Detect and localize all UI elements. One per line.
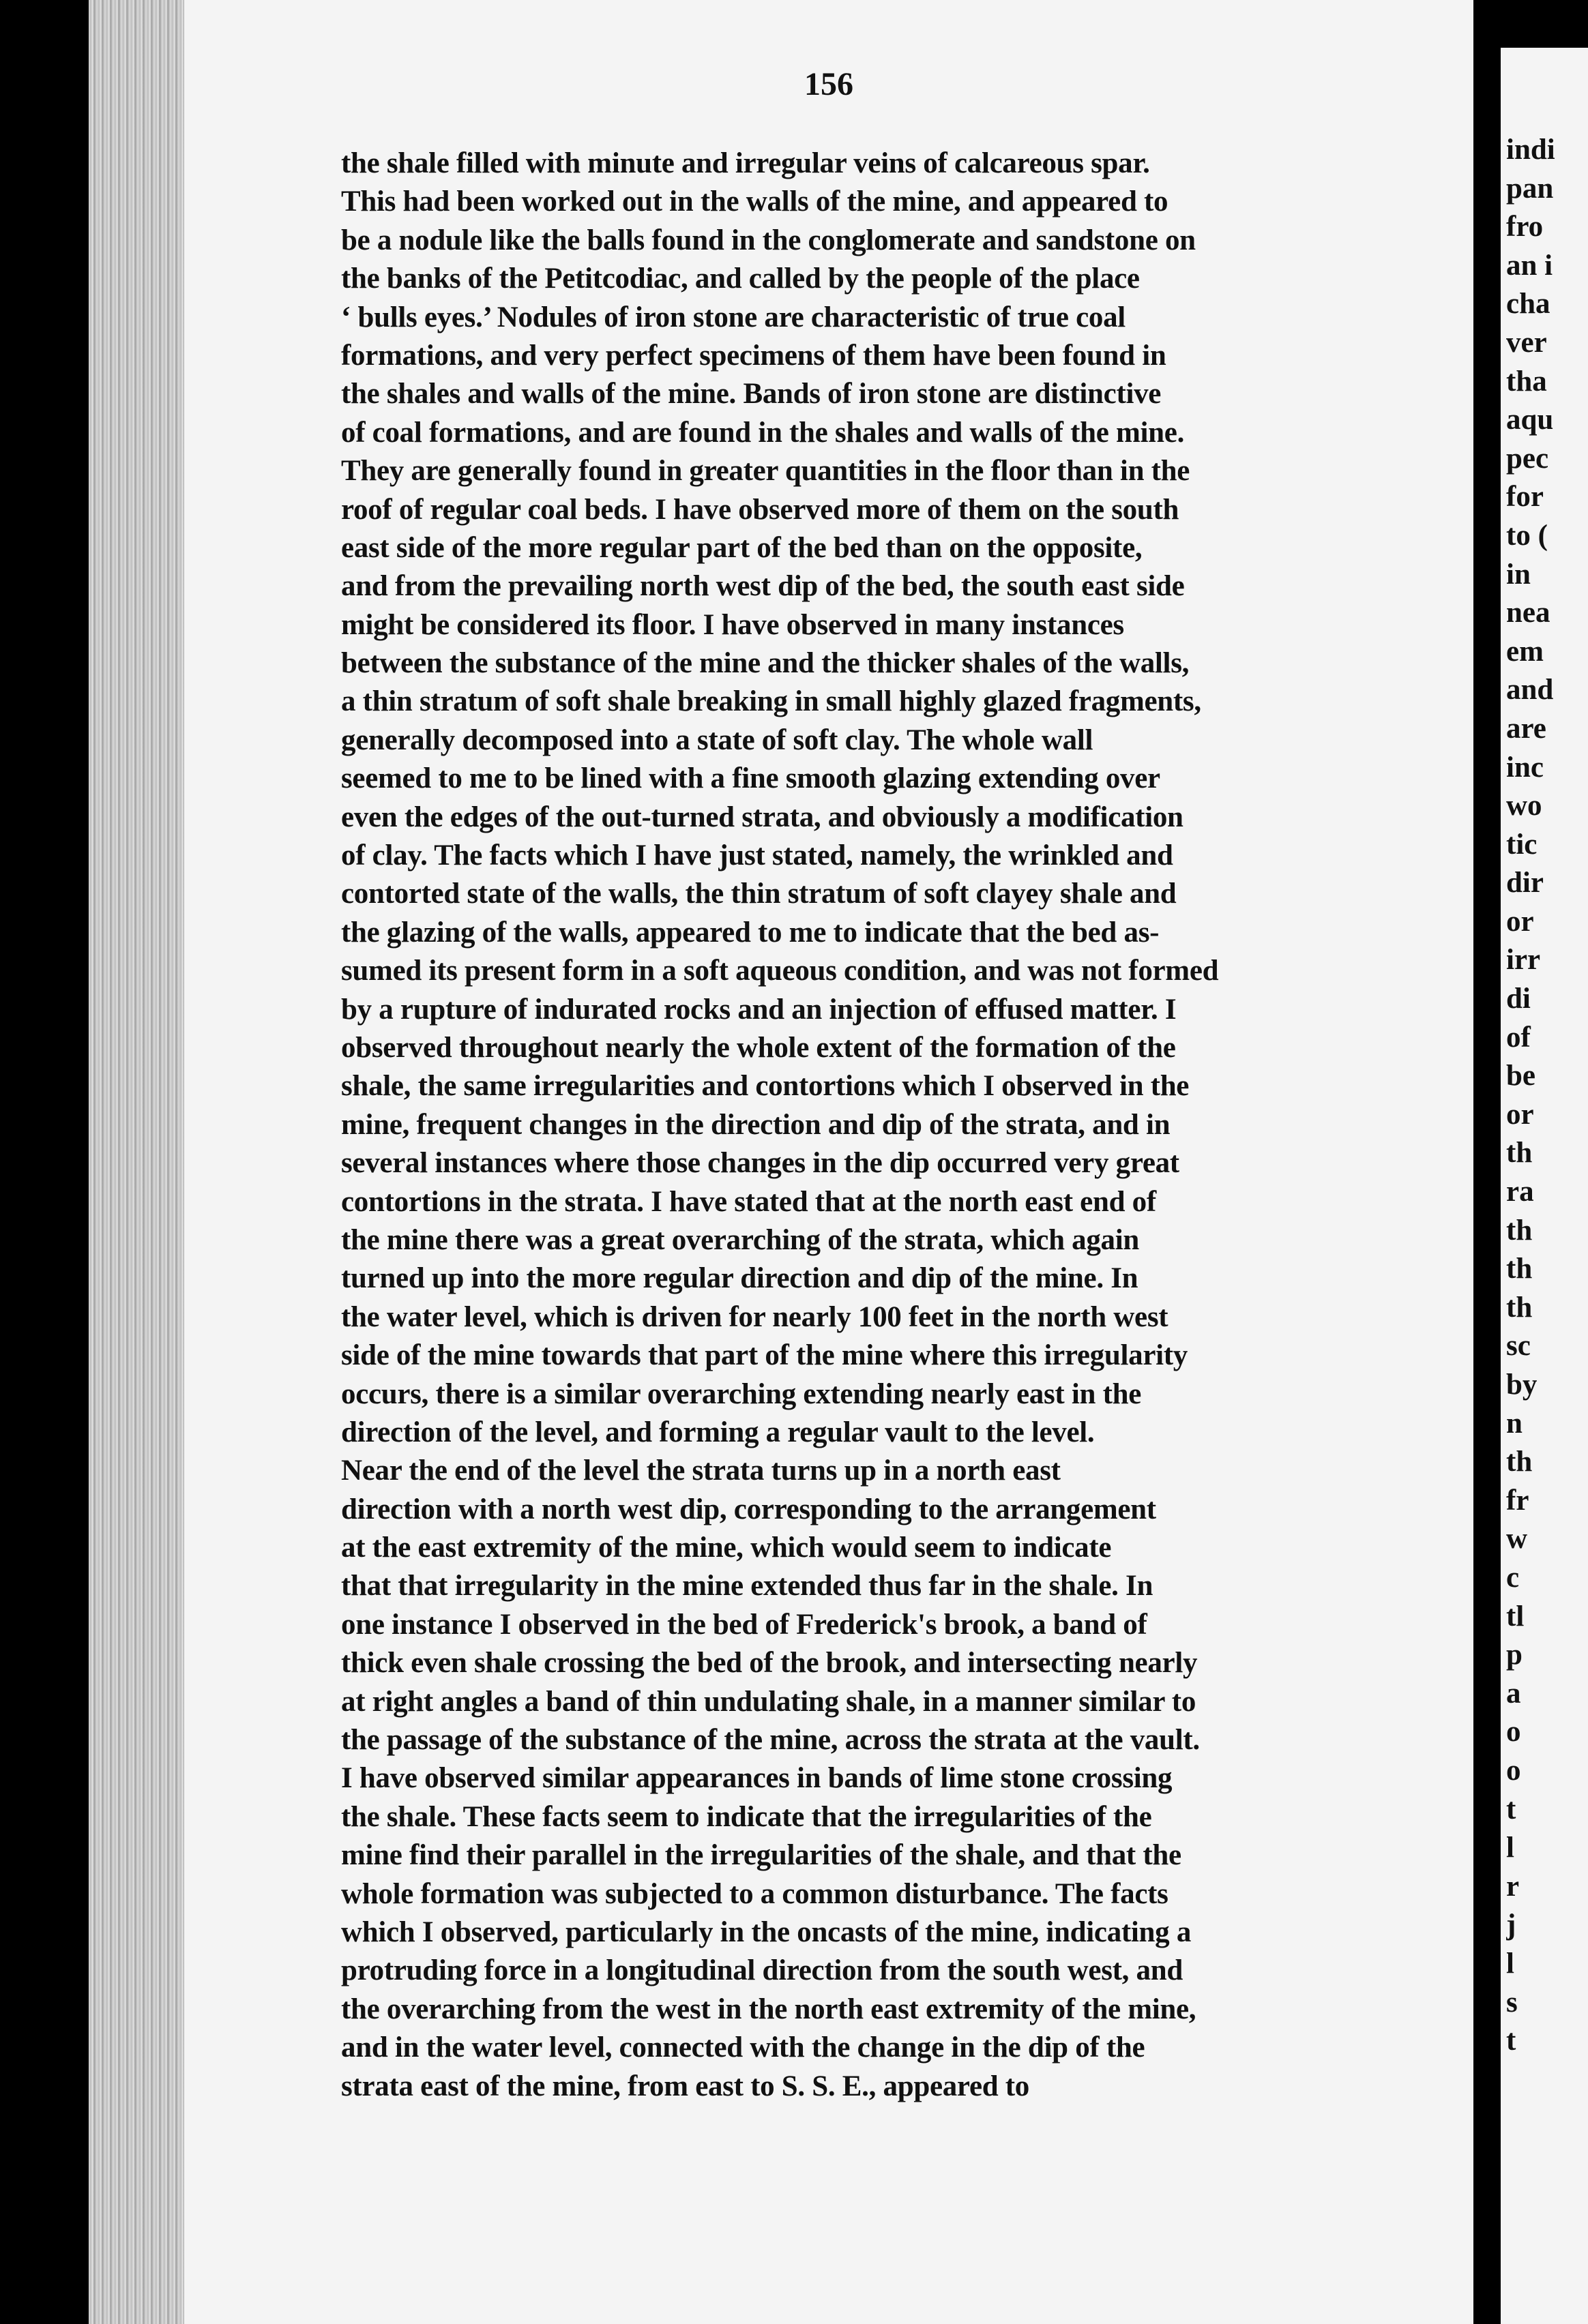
facing-text-fragment: tl (1506, 1600, 1525, 1633)
text-line: east side of the more regular part of the bed than on the opposite, (341, 531, 1143, 564)
text-line: strata east of the mine, from east to S. S. E., appeared to (341, 2070, 1030, 2102)
facing-text-fragment: o (1506, 1754, 1521, 1787)
text-line: even the edges of the out-turned strata, and obviously a modification (341, 801, 1183, 833)
text-line: the glazing of the walls, appeared to me to indicate that the bed as- (341, 916, 1160, 949)
facing-text-fragment: th (1506, 1291, 1533, 1324)
facing-text-fragment: fro (1506, 211, 1544, 243)
text-line: generally decomposed into a state of soft clay. The whole wall (341, 724, 1093, 756)
text-line: They are generally found in greater quantities in the floor than in the (341, 455, 1190, 488)
facing-text-fragment: a (1506, 1677, 1521, 1710)
text-line: Near the end of the level the strata turns up in a north east (341, 1455, 1061, 1487)
text-line: a thin stratum of soft shale breaking in small highly glazed fragments, (341, 685, 1201, 718)
facing-text-fragment: cha (1506, 288, 1550, 321)
facing-text-fragment: pec (1506, 442, 1549, 475)
facing-text-fragment: and (1506, 674, 1554, 706)
facing-text-fragment: l (1506, 1947, 1514, 1980)
text-line: protruding force in a longitudinal direction from the south west, and (341, 1954, 1183, 1987)
facing-text-fragment: dir (1506, 867, 1544, 899)
text-line: which I observed, particularly in the oncasts of the mine, indicating a (341, 1916, 1192, 1948)
text-line: be a nodule like the balls found in the conglomerate and sandstone on (341, 224, 1196, 256)
text-line: that that irregularity in the mine extended thus far in the shale. In (341, 1570, 1153, 1603)
facing-text-fragment: or (1506, 905, 1534, 938)
facing-text-fragment: th (1506, 1214, 1533, 1247)
facing-text-fragment: ver (1506, 326, 1547, 359)
facing-text-fragment: be (1506, 1060, 1535, 1092)
text-line: by a rupture of indurated rocks and an injection of effused matter. I (341, 993, 1177, 1026)
facing-text-fragment: irr (1506, 944, 1541, 977)
text-line: turned up into the more regular direction and dip of the mine. In (341, 1262, 1138, 1295)
text-line: roof of regular coal beds. I have observed more of them on the south (341, 493, 1179, 526)
facing-text-fragment: tic (1506, 828, 1538, 861)
text-line: of clay. The facts which I have just stated, namely, the wrinkled and (341, 839, 1173, 872)
page-number: 156 (804, 66, 853, 102)
text-line: shale, the same irregularities and contortions which I observed in the (341, 1070, 1190, 1103)
facing-text-fragment: of (1506, 1021, 1531, 1054)
facing-text-fragment: p (1506, 1639, 1523, 1671)
facing-text-fragment: di (1506, 983, 1531, 1015)
facing-text-fragment: in (1506, 558, 1531, 591)
text-line: thick even shale crossing the bed of the brook, and intersecting nearly (341, 1647, 1198, 1680)
text-line: at right angles a band of thin undulating shale, in a manner similar to (341, 1685, 1196, 1718)
page-gutter (1473, 0, 1501, 2324)
facing-text-fragment: aqu (1506, 404, 1554, 436)
facing-text-fragment: tha (1506, 365, 1547, 398)
facing-text-fragment: for (1506, 481, 1544, 513)
facing-text-fragment: th (1506, 1137, 1533, 1170)
text-line: observed throughout nearly the whole extent of the formation of the (341, 1031, 1176, 1064)
facing-text-fragment: j (1506, 1909, 1516, 1941)
facing-text-fragment: l (1506, 1832, 1514, 1864)
text-line: whole formation was subjected to a common disturbance. The facts (341, 1877, 1168, 1910)
facing-text-fragment: inc (1506, 751, 1544, 784)
text-line: the shale. These facts seem to indicate that the irregularities of the (341, 1800, 1152, 1833)
text-line: of coal formations, and are found in the shales and walls of the mine. (341, 416, 1185, 449)
text-line: and from the prevailing north west dip of the bed, the south east side (341, 570, 1185, 603)
text-line: This had been worked out in the walls of the mine, and appeared to (341, 185, 1168, 218)
text-line: the overarching from the west in the north east extremity of the mine, (341, 1993, 1196, 2025)
facing-text-fragment: sc (1506, 1330, 1531, 1362)
facing-text-fragment: th (1506, 1446, 1533, 1478)
facing-text-fragment: indi (1506, 134, 1555, 166)
facing-text-fragment: s (1506, 1986, 1518, 2018)
scan-left-margin (0, 0, 89, 2324)
facing-text-fragment: by (1506, 1369, 1538, 1401)
text-line: contortions in the strata. I have stated that at the north east end of (341, 1185, 1156, 1218)
facing-text-fragment: an i (1506, 249, 1553, 282)
text-line: the mine there was a great overarching of the strata, which again (341, 1223, 1140, 1256)
text-line: sumed its present form in a soft aqueous condition, and was not formed (341, 955, 1219, 987)
facing-text-fragment: ra (1506, 1176, 1534, 1208)
text-line: the water level, which is driven for nearly 100 feet in the north west (341, 1300, 1168, 1333)
text-line: direction with a north west dip, corresponding to the arrangement (341, 1493, 1156, 1525)
facing-text-fragment: pan (1506, 172, 1554, 205)
facing-text-fragment: or (1506, 1098, 1534, 1131)
text-line: several instances where those changes in the dip occurred very great (341, 1147, 1179, 1180)
facing-page-text (1506, 131, 1587, 2061)
text-line: the shale filled with minute and irregular veins of calcareous spar. (341, 147, 1150, 179)
facing-text-fragment: are (1506, 712, 1546, 745)
facing-text-fragment: r (1506, 1870, 1520, 1903)
text-line: direction of the level, and forming a regular vault to the level. (341, 1416, 1095, 1448)
page-body-text (341, 145, 1588, 2106)
facing-text-fragment: t (1506, 1793, 1516, 1826)
text-line: the banks of the Petitcodiac, and called by the people of the place (341, 263, 1140, 295)
text-line: might be considered its floor. I have observed in many instances (341, 608, 1124, 641)
text-line: one instance I observed in the bed of Frederick's brook, a band of (341, 1608, 1147, 1641)
text-line: the passage of the substance of the mine, across the strata at the vault. (341, 1724, 1200, 1757)
facing-text-fragment: nea (1506, 597, 1550, 629)
facing-text-fragment: em (1506, 635, 1544, 668)
text-line: between the substance of the mine and the thicker shales of the walls, (341, 647, 1190, 680)
facing-text-fragment: th (1506, 1253, 1533, 1285)
facing-text-fragment: to ( (1506, 519, 1548, 552)
text-line: seemed to me to be lined with a fine smooth glazing extending over (341, 762, 1160, 795)
text-line: contorted state of the walls, the thin stratum of soft clayey shale and (341, 878, 1177, 910)
text-line: I have observed similar appearances in bands of lime stone crossing (341, 1762, 1173, 1795)
text-line: formations, and very perfect specimens of them have been found in (341, 339, 1166, 372)
facing-text-fragment: o (1506, 1716, 1521, 1748)
text-line: the shales and walls of the mine. Bands of iron stone are distinctive (341, 378, 1162, 411)
facing-text-fragment: n (1506, 1407, 1523, 1440)
text-line: ‘ bulls eyes.’ Nodules of iron stone are characteristic of true coal (341, 301, 1126, 333)
text-line: side of the mine towards that part of the mine where this irregularity (341, 1339, 1188, 1372)
text-line: mine find their parallel in the irregularities of the shale, and that the (341, 1839, 1181, 1872)
facing-page-edge (1501, 48, 1588, 2324)
text-line: occurs, there is a similar overarching extending nearly east in the (341, 1377, 1142, 1410)
facing-text-fragment: wo (1506, 790, 1542, 822)
book-page (184, 0, 1473, 2324)
text-line: and in the water level, connected with the change in the dip of the (341, 2031, 1145, 2064)
facing-text-fragment: t (1506, 2025, 1516, 2057)
facing-text-fragment: c (1506, 1561, 1520, 1594)
text-line: mine, frequent changes in the direction and dip of the strata, and in (341, 1108, 1171, 1141)
text-line: at the east extremity of the mine, which would seem to indicate (341, 1532, 1112, 1564)
facing-text-fragment: w (1506, 1523, 1528, 1555)
book-spine-edge (89, 0, 184, 2324)
facing-text-fragment: fr (1506, 1484, 1529, 1517)
